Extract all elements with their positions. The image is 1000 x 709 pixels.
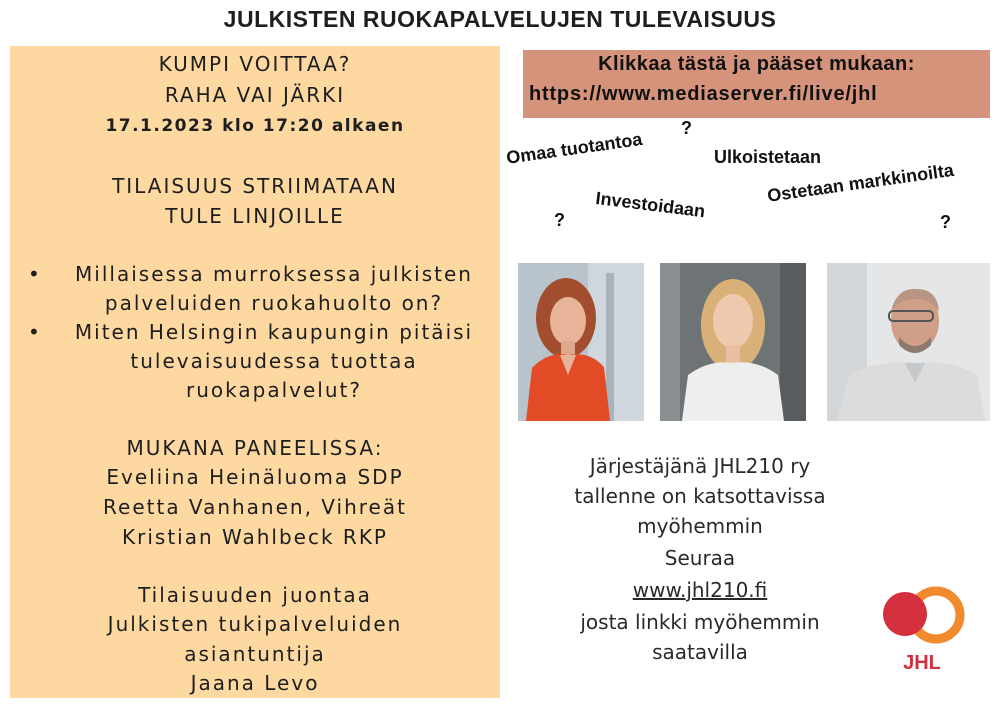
website-link[interactable]: www.jhl210.fi bbox=[632, 578, 768, 602]
panelist-photo-2 bbox=[660, 263, 806, 421]
word-omaa-tuotantoa: Omaa tuotantoa bbox=[505, 128, 644, 168]
question-mark: ? bbox=[940, 212, 951, 232]
panelist-photo-3 bbox=[827, 263, 990, 421]
stream-call: TULE LINJOILLE bbox=[165, 204, 345, 228]
recording-text-2: myöhemmin bbox=[637, 514, 763, 538]
stream-url-link[interactable]: https://www.mediaserver.fi/live/jhl bbox=[529, 83, 878, 105]
panel-heading: MUKANA PANEELISSA: bbox=[126, 436, 384, 460]
logo-text: JHL bbox=[903, 652, 941, 674]
event-date: 17.1.2023 klo 17:20 alkaen bbox=[105, 116, 405, 136]
word-ostetaan-markkinoilta: Ostetaan markkinoilta bbox=[766, 159, 956, 206]
page-title: JULKISTEN RUOKAPALVELUJEN TULEVAISUUS bbox=[223, 6, 777, 32]
headline-subtitle: RAHA VAI JÄRKI bbox=[164, 83, 346, 107]
stream-notice: TILAISUUS STRIIMATAAN bbox=[112, 174, 398, 198]
host-line-3: asiantuntija bbox=[184, 642, 326, 666]
panelist-2: Reetta Vanhanen, Vihreät bbox=[103, 495, 407, 519]
availability-text: saatavilla bbox=[652, 640, 748, 664]
host-line-2: Julkisten tukipalveluiden bbox=[107, 612, 403, 636]
jhl-logo bbox=[878, 585, 968, 675]
panelist-1: Eveliina Heinäluoma SDP bbox=[106, 465, 404, 489]
list-item: • Miten Helsingin kaupungin pitäisi tulevaisuudessa tuottaa ruokapalvelut? bbox=[26, 318, 492, 405]
host-line-1: Tilaisuuden juontaa bbox=[138, 583, 372, 607]
link-note: josta linkki myöhemmin bbox=[580, 610, 820, 634]
headline-question: KUMPI VOITTAA? bbox=[158, 52, 352, 76]
question-mark: ? bbox=[554, 210, 565, 230]
event-info-panel bbox=[10, 46, 500, 698]
stream-link-banner[interactable] bbox=[523, 50, 990, 118]
recording-text: tallenne on katsottavissa bbox=[574, 484, 826, 508]
panelist-3: Kristian Wahlbeck RKP bbox=[122, 525, 388, 549]
word-investoidaan: Investoidaan bbox=[594, 188, 707, 222]
list-item: • Millaisessa murroksessa julkisten palveluiden ruokahuolto on? bbox=[26, 260, 492, 318]
host-name: Jaana Levo bbox=[190, 671, 320, 695]
question-mark: ? bbox=[681, 118, 692, 138]
website-line bbox=[520, 575, 880, 605]
organizer-text: Järjestäjänä JHL210 ry bbox=[589, 454, 811, 478]
word-ulkoistetaan: Ulkoistetaan bbox=[714, 147, 822, 167]
cta-text: Klikkaa tästä ja pääset mukaan: bbox=[598, 53, 915, 75]
topic-list bbox=[26, 260, 492, 405]
follow-text: Seuraa bbox=[664, 546, 736, 570]
panelist-photo-1 bbox=[518, 263, 644, 421]
